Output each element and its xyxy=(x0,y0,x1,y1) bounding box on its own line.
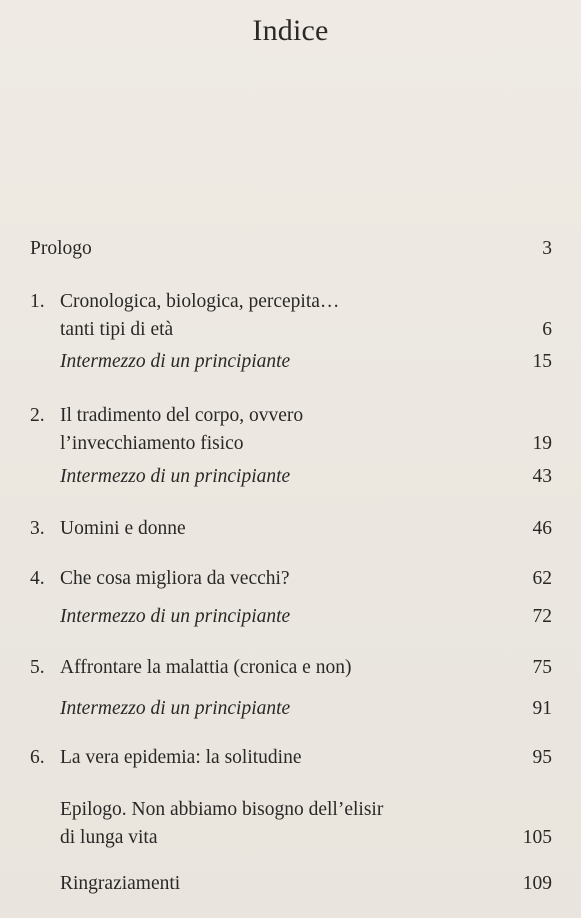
chapter-title: Affrontare la malattia (cronica e non) xyxy=(60,657,352,678)
page-number: 105 xyxy=(522,827,552,848)
chapter-title: tanti tipi di età xyxy=(60,319,174,340)
chapter-title: Il tradimento del corpo, ovvero xyxy=(60,405,304,426)
toc-entry-line xyxy=(30,604,552,630)
page-number: 72 xyxy=(532,606,552,627)
toc-entry-line xyxy=(30,431,552,457)
interlude-title: Intermezzo di un principiante xyxy=(60,698,291,719)
page-number: 95 xyxy=(532,747,552,768)
chapter-title: La vera epidemia: la solitudine xyxy=(60,747,302,768)
chapter-number: 1. xyxy=(30,291,45,312)
page-title: Indice xyxy=(252,14,329,47)
page-number: 75 xyxy=(532,657,552,678)
toc-entry-line xyxy=(30,696,552,722)
page-number: 43 xyxy=(532,466,552,487)
chapter-title: Cronologica, biologica, percepita… xyxy=(60,291,340,312)
toc-entry-line xyxy=(30,464,552,490)
page-number: 46 xyxy=(532,518,552,539)
toc-entry-line xyxy=(30,403,552,429)
chapter-title: l’invecchiamento fisico xyxy=(60,433,244,454)
chapter-number: 6. xyxy=(30,747,45,768)
toc-entry-line xyxy=(30,797,552,823)
toc-entry-line xyxy=(30,289,552,315)
chapter-title: Prologo xyxy=(30,238,92,259)
toc-entry-line xyxy=(30,516,552,542)
toc-entry-line xyxy=(30,655,552,681)
interlude-title: Intermezzo di un principiante xyxy=(60,466,291,487)
toc-entry-line xyxy=(30,566,552,592)
chapter-title: di lunga vita xyxy=(60,827,158,848)
chapter-title: Che cosa migliora da vecchi? xyxy=(60,568,290,589)
toc-entry-line xyxy=(30,317,552,343)
toc-entry-line xyxy=(30,745,552,771)
page-number: 109 xyxy=(522,873,552,894)
chapter-title: Uomini e donne xyxy=(60,518,186,539)
page-number: 19 xyxy=(532,433,552,454)
chapter-number: 5. xyxy=(30,657,45,678)
page-number: 91 xyxy=(532,698,552,719)
chapter-number: 3. xyxy=(30,518,45,539)
page-number: 15 xyxy=(532,351,552,372)
interlude-title: Intermezzo di un principiante xyxy=(60,351,291,372)
toc-entry-line xyxy=(30,236,552,262)
chapter-number: 2. xyxy=(30,405,45,426)
page-number: 6 xyxy=(542,319,552,340)
toc-entry-line xyxy=(30,871,552,897)
toc-entry-line xyxy=(30,349,552,375)
interlude-title: Intermezzo di un principiante xyxy=(60,606,291,627)
chapter-number: 4. xyxy=(30,568,45,589)
chapter-title: Ringraziamenti xyxy=(60,873,181,894)
chapter-title: Epilogo. Non abbiamo bisogno dell’elisir xyxy=(60,799,384,820)
page-number: 62 xyxy=(532,568,552,589)
page-number: 3 xyxy=(542,238,552,259)
toc-entry-line xyxy=(30,825,552,851)
